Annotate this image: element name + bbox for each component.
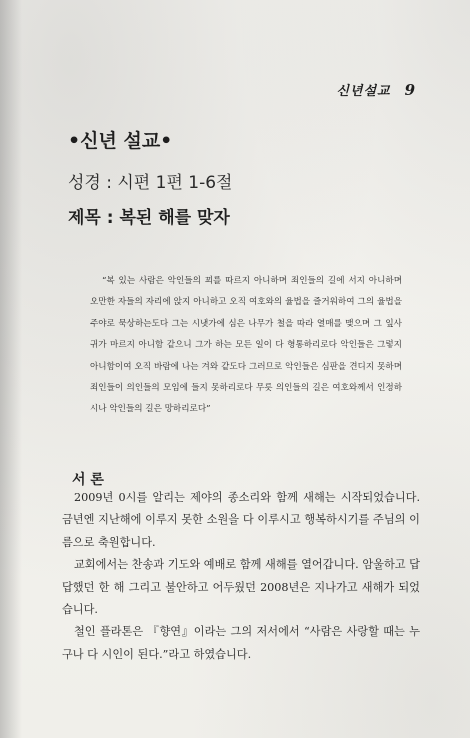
paragraph: 2009년 0시를 알리는 제야의 종소리와 함께 새해는 시작되었습니다. 금년엔 지난해에 이루지 못한 소원을 다 이루시고 행복하시기를 주님의 이름으로 축원합니다. — [62, 491, 420, 549]
sermon-title: •신년 설교• — [68, 130, 173, 152]
page-number: 9 — [404, 81, 416, 99]
paragraph: 철인 플라톤은 『향연』이라는 그의 저서에서 “사람은 사랑할 때는 누구나 다 시인이 된다.”라고 하였습니다. — [62, 625, 420, 661]
scripture-reference: 성경 : 시편 1편 1-6절 — [68, 173, 233, 193]
paragraph: 교회에서는 찬송과 기도와 예배로 함께 새해를 열어갑니다. 암울하고 답답했던 한 해 그리고 불안하고 어두웠던 2008년은 지나가고 새해가 되었습니다. — [62, 558, 420, 617]
scripture-quote: “복 있는 사람은 악인들의 꾀를 따르지 아니하며 죄인들의 길에 서지 아니하며 오만한 자들의 자리에 앉지 아니하고 오직 여호와의 율법을 즐거워하여 그의 율법을 주야로 묵상하는도다 그는 시냇가에 심은 나무가 철을 따라 열매를 맺으며 그 잎사귀가 마르지 아니함 같으니 그가 하는 모든 일이 다 형통하리로다 악인들은 그렇지 아니함이여 오직 바람에 나는 겨와 같도다 그러므로 악인들은 심판을 견디지 못하며 죄인들이 의인들의 모임에 들지 못하리로다 무릇 의인들의 길은 여호와께서 인정하시나 악인들의 길은 망하리로다” — [90, 276, 402, 415]
spine-shadow — [0, 0, 22, 738]
running-header — [336, 80, 416, 99]
running-title: 신년설교 — [336, 84, 391, 99]
sermon-subject: 제목 : 복된 해를 맞자 — [68, 208, 230, 228]
section-heading: 서 론 — [72, 472, 104, 488]
body-text — [62, 487, 420, 666]
